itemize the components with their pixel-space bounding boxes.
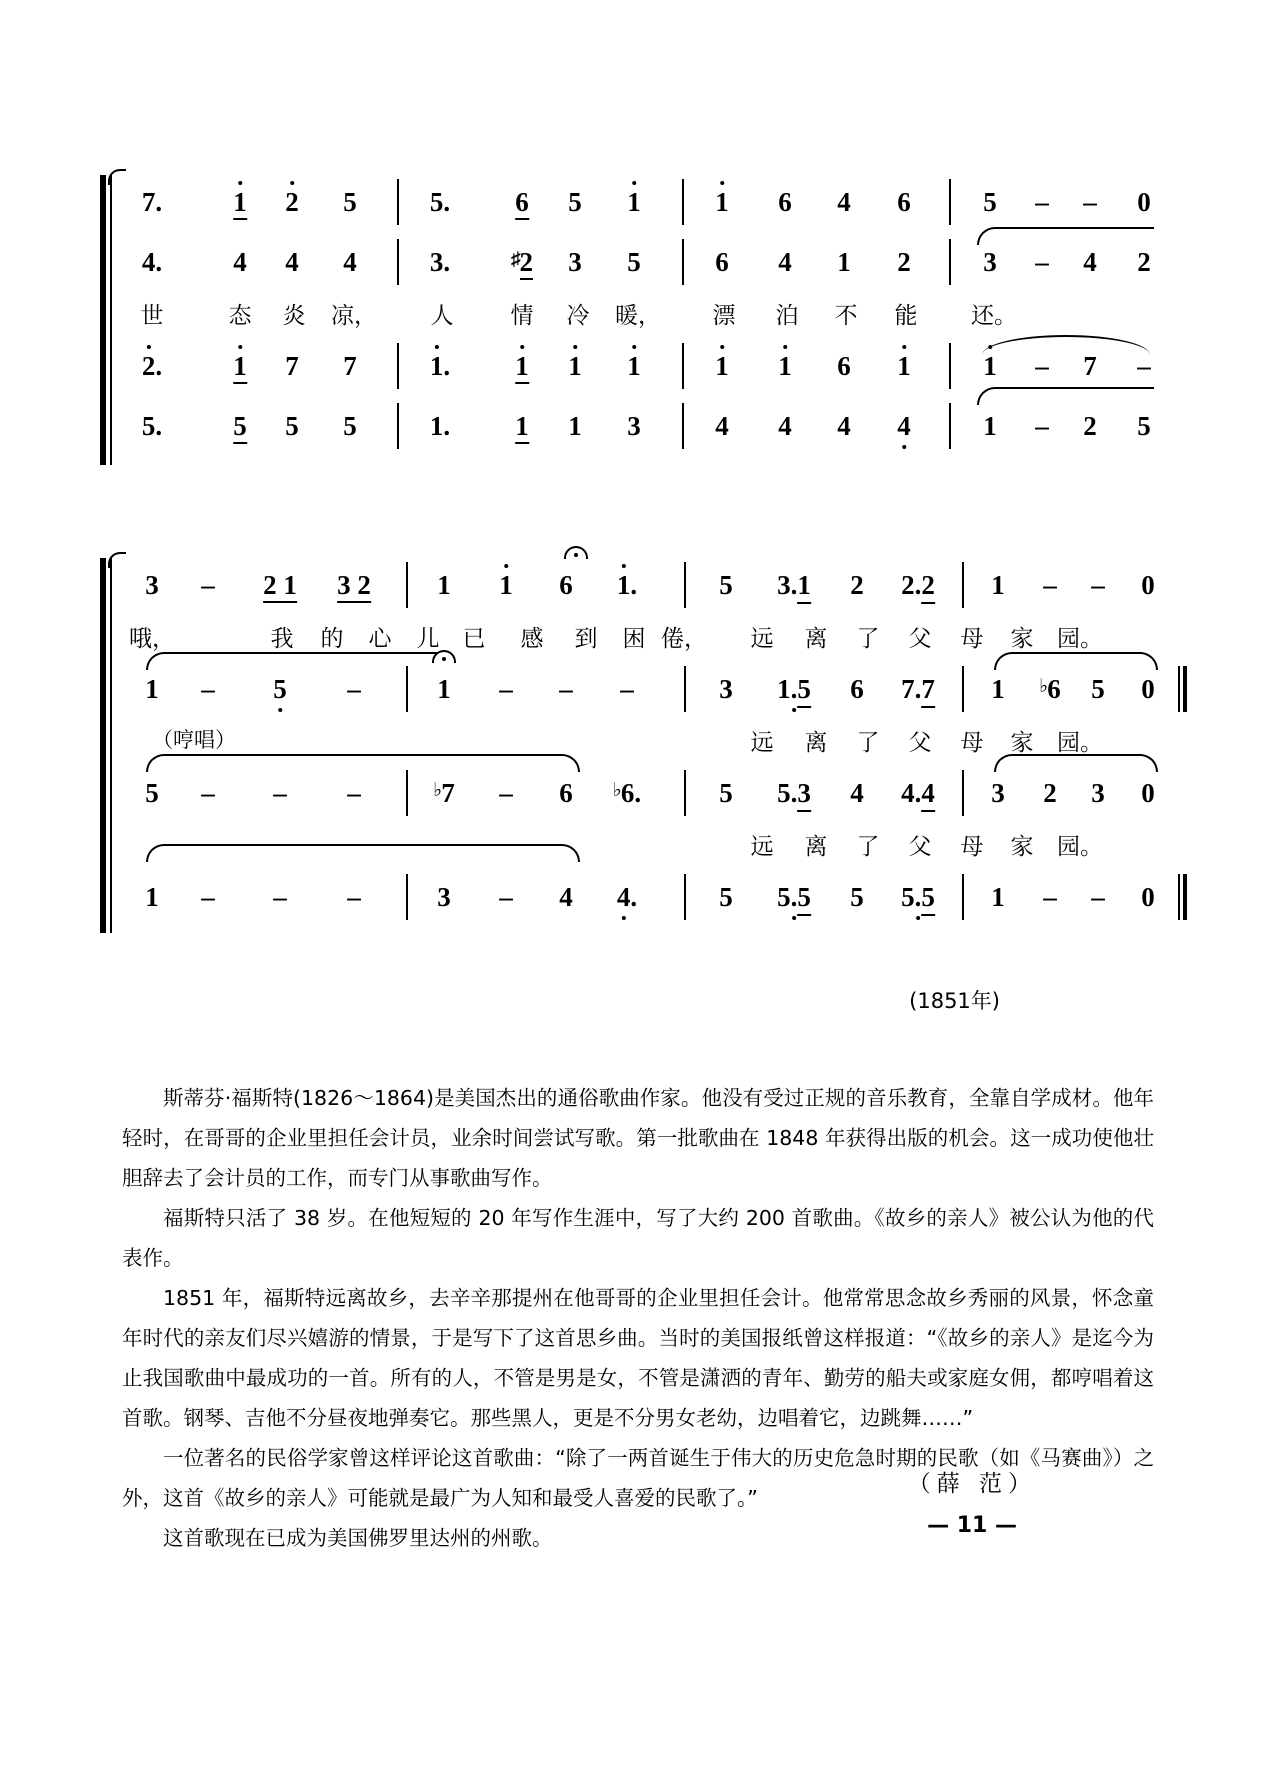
note: 5 [1091,674,1105,704]
prose-paragraph: 一位著名的民俗学家曾这样评论这首歌曲：“除了一两首诞生于伟大的历史危急时期的民歌（如《马赛曲》）之外，这首《故乡的亲人》可能就是最广为人知和最受人喜爱的民歌了。” [122,1446,1154,1510]
lyric-syllable: 困 [622,626,646,652]
note: 7. [141,187,163,217]
note: 3 [627,411,641,441]
lyric-syllable: 家 [1010,730,1034,756]
lyric-syllable: 父 [908,626,932,652]
note: 6 [559,570,573,600]
tie [146,652,438,670]
staff-row-tenor-1 [122,339,1151,399]
hold-dash: – [499,882,513,912]
note: 2 [1083,411,1097,441]
note: 1 [568,353,582,380]
note: 6 [897,187,911,217]
note-pair: 5.3 [777,780,811,807]
note-flat: ♭6. [612,778,642,808]
prose-paragraph: 斯蒂芬·福斯特(1826～1864)是美国杰出的通俗歌曲作家。他没有受过正规的音乐教育，全靠自学成材。他年轻时，在哥哥的企业里担任会计员，业余时间尝试写歌。第一批歌曲在 1848 年获得出版的机会。这一成功使他壮胆辞去了会计员的工作，而专门从事歌曲写作。 [122,1086,1154,1190]
composition-year: (1851年) [909,989,1000,1013]
hold-dash: – [1035,247,1049,277]
note: 4 [837,187,851,217]
lyric-syllable: 园。 [1057,626,1103,652]
note: 4 [778,247,792,277]
rest-zero: 0 [1141,570,1155,600]
lyric-syllable: 能 [894,303,918,329]
hold-dash: – [1083,187,1097,217]
note: 1 [715,189,729,216]
lyric-syllable: 不 [834,303,858,329]
note: 5 [145,778,159,808]
note-pair: 2 1 [263,572,297,603]
lyric-syllable: 了 [856,834,880,860]
prose-paragraph: 这首歌现在已成为美国佛罗里达州的州歌。 [163,1526,553,1550]
lyric-syllable: 了 [856,626,880,652]
staff-row-soprano-1 [122,175,1151,235]
note-pair: 5.5 [901,884,935,911]
lyric-syllable: 哦， [129,626,175,652]
system-brace [100,558,118,933]
note: 1 [983,411,997,441]
lyric-syllable: 远 [750,834,774,860]
note: 1 [437,570,451,600]
note: 1 [627,353,641,380]
note: 1 [983,353,997,380]
note: 7 [285,351,299,381]
hold-dash: – [499,674,513,704]
note: 6 [515,189,529,220]
tie [994,652,1158,670]
barline [684,770,686,816]
lyric-syllable: 人 [430,303,454,329]
author-signature: （薛 范） [907,1471,1037,1497]
note: 7 [1083,351,1097,381]
lyric-row-1 [122,295,1022,339]
note: 2 [285,189,299,216]
lyric-syllable: 世 [140,303,164,329]
lyric-syllable: 远 [750,626,774,652]
lyric-syllable: 父 [908,834,932,860]
note: 1 [837,247,851,277]
lyric-syllable: 炎 [282,303,306,329]
rest-zero: 0 [1141,674,1155,704]
hold-dash: – [1043,570,1057,600]
barline [682,239,684,285]
rest-zero: 0 [1141,882,1155,912]
barline [684,874,686,920]
lyric-syllable: 心 [368,626,392,652]
note-pair: 3 2 [337,572,371,603]
lyric-syllable: 态 [228,303,252,329]
hold-dash: – [347,778,361,808]
barline [682,179,684,225]
page-number: — 11 — [927,1513,1017,1538]
note: 6 [778,187,792,217]
note: 5 [627,247,641,277]
note: 1 [568,411,582,441]
note: 1 [778,353,792,380]
note: 3 [1091,778,1105,808]
note: 1 [627,189,641,216]
barline [684,562,686,608]
lyric-direction-humming: （哼唱） [152,728,236,752]
prose-paragraph: 福斯特只活了 38 岁。在他短短的 20 年写作生涯中，写了大约 200 首歌曲。《故乡的亲人》被公认为他的代表作。 [122,1206,1154,1270]
lyric-syllable: 暖， [615,303,661,329]
hold-dash: – [201,882,215,912]
lyric-syllable: 已 [462,626,486,652]
lyric-syllable: 的 [320,626,344,652]
barline [949,239,951,285]
barline [406,666,408,712]
fermata [564,546,588,559]
note: 6 [837,351,851,381]
note: 5 [719,778,733,808]
hold-dash: – [1035,187,1049,217]
lyric-syllable: 母 [960,626,984,652]
note: 2 [850,570,864,600]
note: 4 [850,778,864,808]
note: 5 [850,882,864,912]
barline [949,403,951,449]
note: 4 [559,882,573,912]
note: 1. [429,411,451,441]
lyric-syllable: 我 [270,626,294,652]
lyric-syllable: 离 [804,730,828,756]
music-system-1 [100,175,1151,459]
note-pair: 1.5 [777,676,811,703]
note: 1 [145,882,159,912]
note: 1 [233,189,247,220]
note: 5 [285,411,299,441]
lyric-syllable: 远 [750,730,774,756]
tie [977,387,1154,405]
note: 5. [429,187,451,217]
note: 3 [991,778,1005,808]
barline [397,239,399,285]
lyric-syllable: 凉， [331,303,377,329]
hold-dash: – [1043,882,1057,912]
note: 5 [273,676,287,703]
lyric-syllable: 家 [1010,626,1034,652]
lyric-syllable: 倦， [661,626,707,652]
note-sharp: ♯2 [511,249,533,280]
note: 5 [233,413,247,444]
staff-row-bass-2 [122,870,1155,930]
barline [949,343,951,389]
music-system-2 [100,558,1155,930]
tie [977,227,1154,245]
note: 1 [897,353,911,380]
note-pair: 2.2 [901,572,935,599]
note: 5 [983,187,997,217]
barline [962,666,964,712]
note: 3 [145,570,159,600]
hold-dash: – [347,674,361,704]
note: 1 [145,674,159,704]
note: 5 [719,570,733,600]
note-pair: 4.4 [901,780,935,807]
note: 4 [233,247,247,277]
note: 3 [437,882,451,912]
note: 2 [1137,247,1151,277]
note: 2 . [142,353,162,380]
barline [962,770,964,816]
staff-row-tenor-2 [122,766,1155,826]
barline [406,770,408,816]
lyric-syllable: 了 [856,730,880,756]
note-pair: 3.1 [777,572,811,599]
lyric-syllable: 还。 [971,303,1017,329]
note: 2 [897,247,911,277]
barline [684,666,686,712]
tie [146,754,580,772]
staff-row-bass-1 [122,399,1151,459]
barline [682,403,684,449]
lyric-syllable: 母 [960,834,984,860]
note: 6 [715,247,729,277]
note: 6 [559,778,573,808]
note: 1 . [617,572,637,599]
final-barline [1178,874,1187,920]
note: 4 [715,411,729,441]
note: 3 [719,674,733,704]
note: 5 [343,411,357,441]
note: 4 [778,411,792,441]
barline [962,874,964,920]
hold-dash: – [273,778,287,808]
note: 5 [1137,411,1151,441]
note: 5 [568,187,582,217]
note: 1 [233,353,247,384]
note: 6 [850,674,864,704]
hold-dash: – [201,674,215,704]
note: 1 [991,882,1005,912]
lyric-syllable: 园。 [1057,730,1103,756]
lyric-syllable: 儿 [416,626,440,652]
lyric-syllable: 到 [574,626,598,652]
lyric-syllable: 园。 [1057,834,1103,860]
lyric-syllable: 家 [1010,834,1034,860]
hold-dash: – [1137,351,1151,381]
note: 4 [343,247,357,277]
barline [682,343,684,389]
note-pair: 5.5 [777,884,811,911]
hold-dash: – [1035,411,1049,441]
note: 1 [515,413,529,444]
note-flat: ♭6 [1039,674,1061,704]
note: 5. [141,411,163,441]
hold-dash: – [201,570,215,600]
note: 1 [991,674,1005,704]
barline [949,179,951,225]
barline [397,179,399,225]
note: 4 [285,247,299,277]
note: 4 [837,411,851,441]
note: 4 . [617,884,637,911]
final-barline [1178,666,1187,712]
note: 1 [515,353,529,384]
barline [962,562,964,608]
note: 4. [141,247,163,277]
barline [406,874,408,920]
staff-row-soprano-2 [122,558,1155,618]
hold-dash: – [559,674,573,704]
staff-row-alto-1 [122,235,1151,295]
note: 5 [719,882,733,912]
lyric-syllable: 母 [960,730,984,756]
hold-dash: – [499,778,513,808]
lyric-syllable: 泊 [775,303,799,329]
system-brace [100,175,118,465]
lyric-syllable: 离 [804,626,828,652]
rest-zero: 0 [1141,778,1155,808]
hold-dash: – [273,882,287,912]
note: 3. [429,247,451,277]
rest-zero: 0 [1137,187,1151,217]
note: 3 [568,247,582,277]
lyric-syllable: 漂 [712,303,736,329]
note: 4 [897,413,911,440]
barline [397,403,399,449]
note: 7 [343,351,357,381]
note: 1 . [430,353,450,380]
prose-paragraph: 1851 年，福斯特远离故乡，去辛辛那提州在他哥哥的企业里担任会计。他常常思念故乡秀丽的风景，怀念童年时代的亲友们尽兴嬉游的情景，于是写下了这首思乡曲。当时的美国报纸曾这样报道：“《故乡的亲人》是迄今为止我国歌曲中最成功的一首。所有的人，不管是男是女，不管是潇洒的青年、勤劳的船夫或家庭女佣，都哼唱着这首歌。钢琴、吉他不分昼夜地弹奏它。那些黑人，更是不分男女老幼，边唱着它，边跳舞……” [122,1286,1154,1430]
barline [397,343,399,389]
hold-dash: – [1091,570,1105,600]
hold-dash: – [1035,351,1049,381]
note: 1 [715,353,729,380]
note: 5 [343,187,357,217]
note-flat: ♭7 [433,778,455,808]
lyric-syllable: 感 [520,626,544,652]
lyric-syllable: 离 [804,834,828,860]
lyric-syllable: 冷 [566,303,590,329]
tie [994,754,1158,772]
tie [146,844,580,862]
note: 1 [499,572,513,599]
barline [406,562,408,608]
note: 3 [983,247,997,277]
note: 1 [437,674,451,704]
note: 2 [1043,778,1057,808]
staff-row-alto-2 [122,662,1155,722]
hold-dash: – [201,778,215,808]
hold-dash: – [620,674,634,704]
note-pair: 7.7 [901,676,935,703]
note: 1 [991,570,1005,600]
hold-dash: – [1091,882,1105,912]
note: 4 [1083,247,1097,277]
lyric-syllable: 情 [510,303,534,329]
lyric-syllable: 父 [908,730,932,756]
hold-dash: – [347,882,361,912]
